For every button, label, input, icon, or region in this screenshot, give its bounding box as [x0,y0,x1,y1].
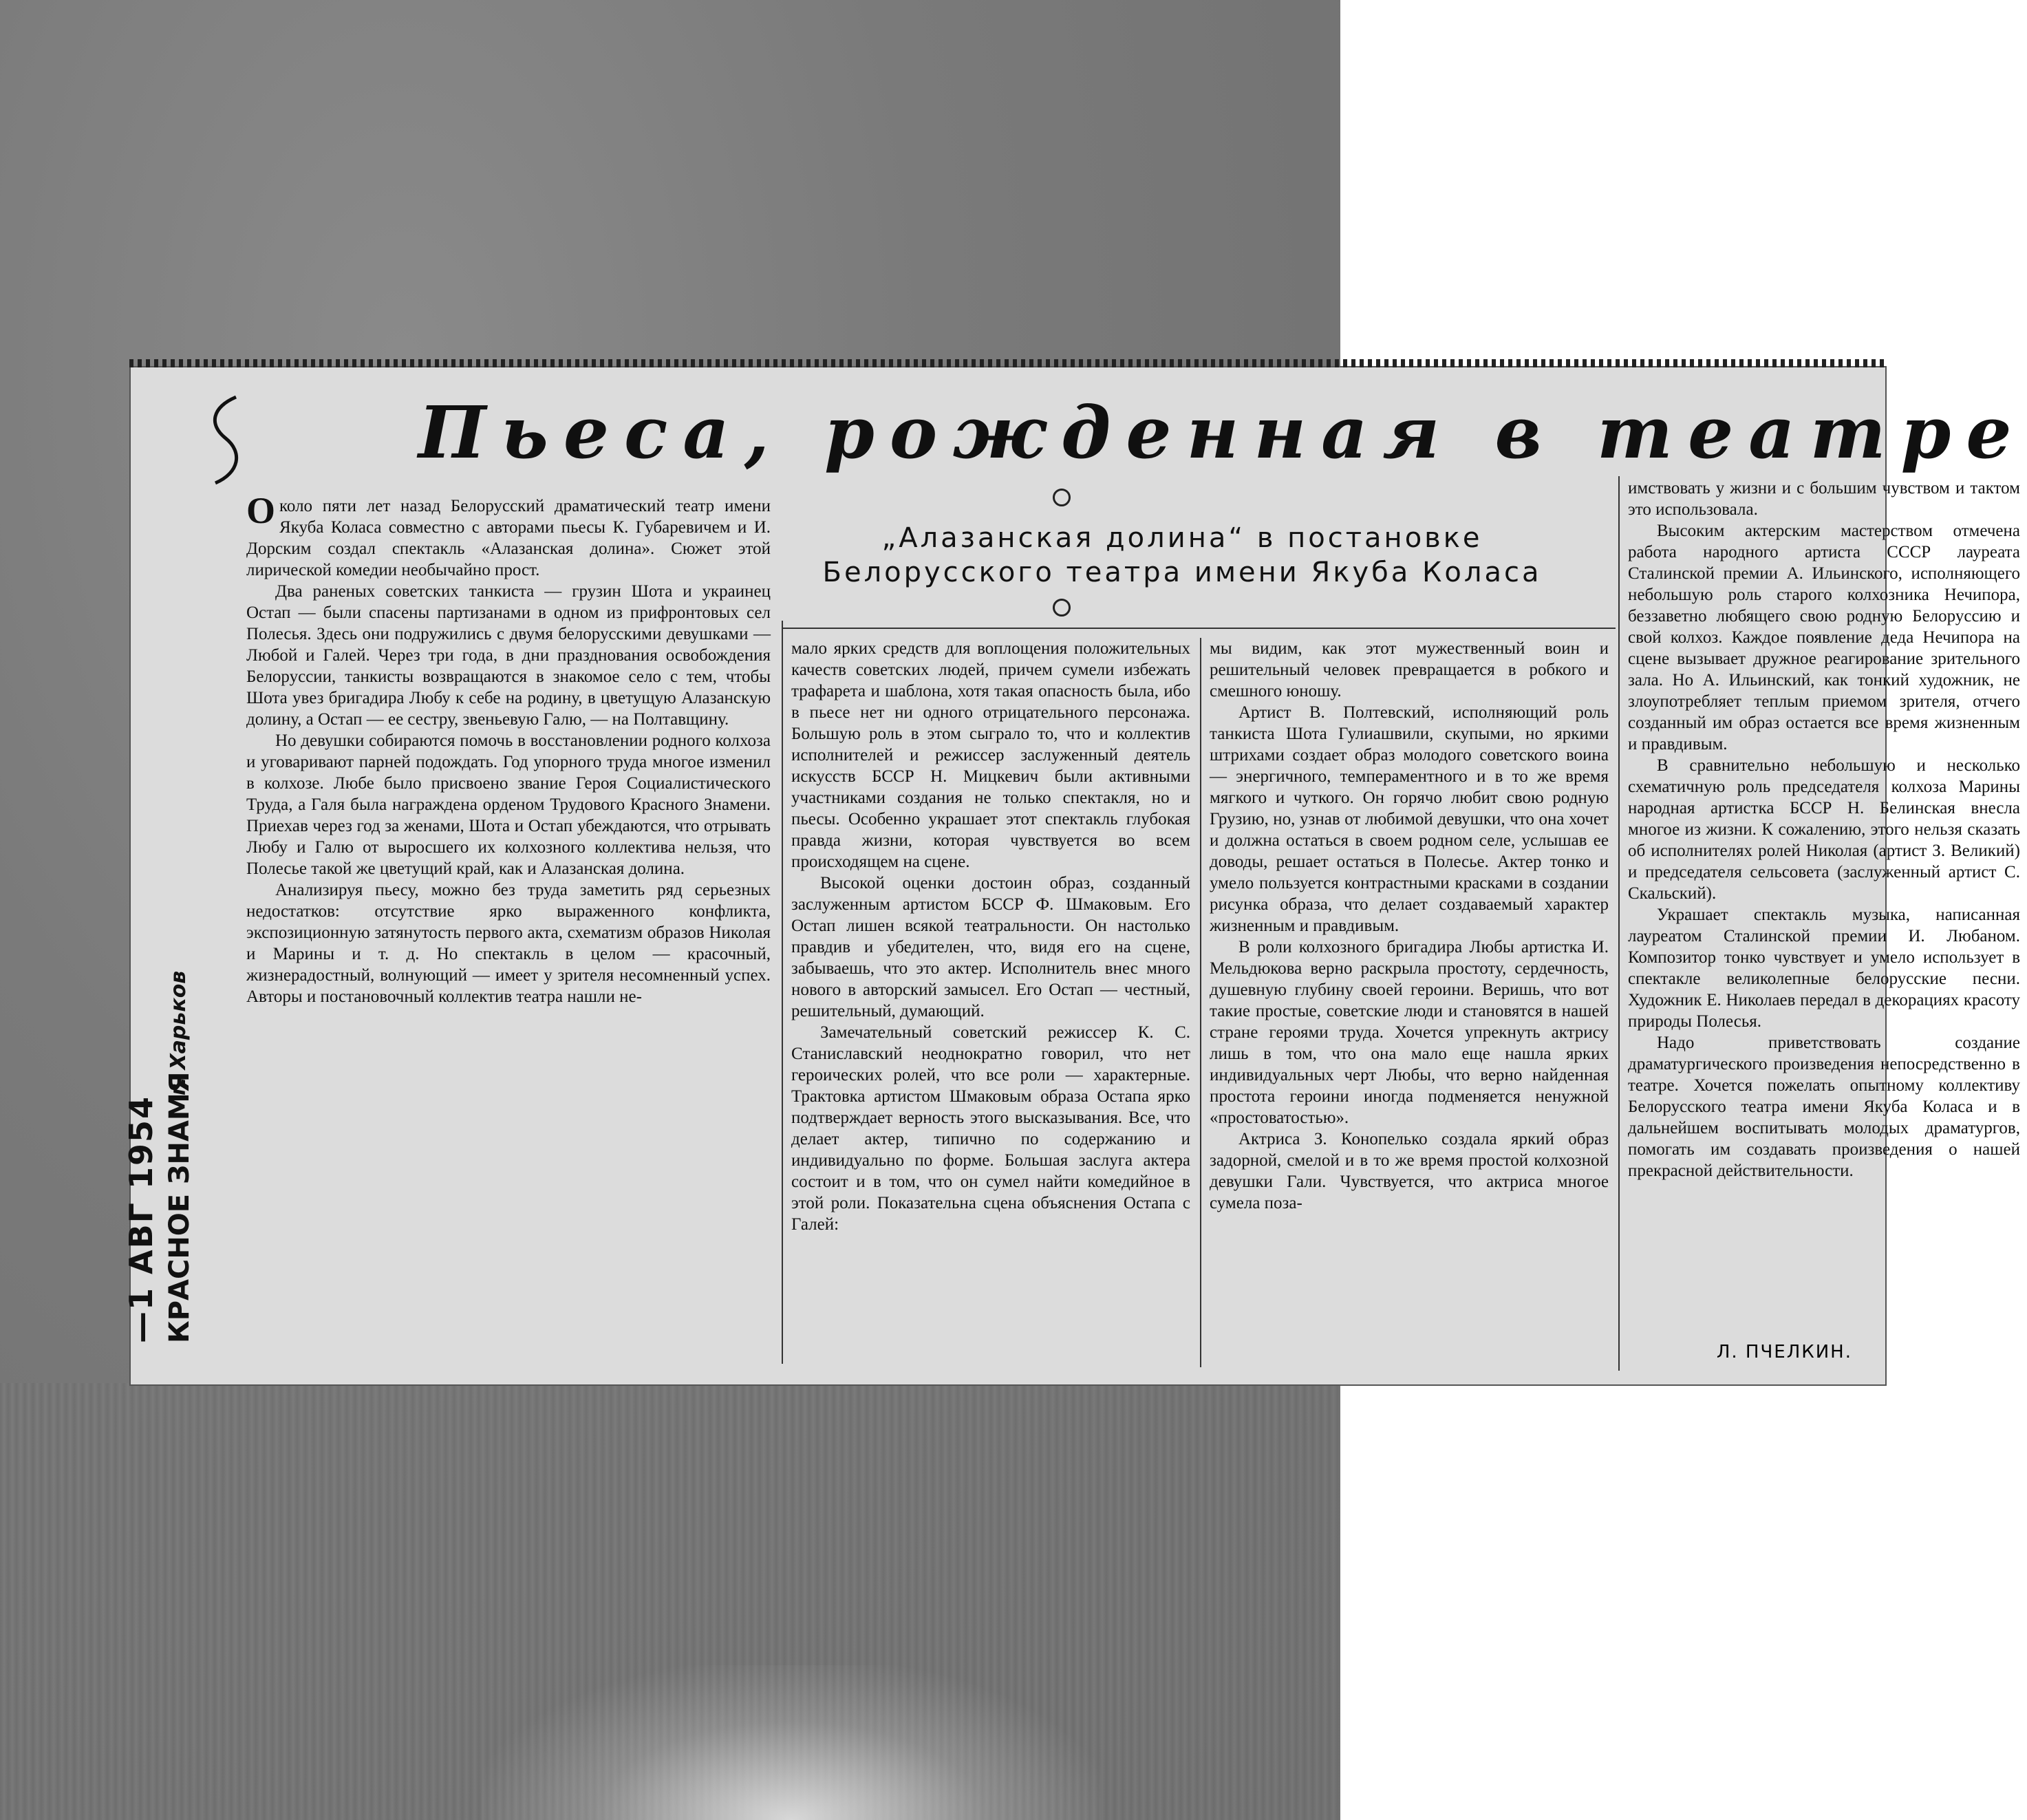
column-2 [791,638,1190,1235]
article-headline: Пьеса, рожденная в театре [418,390,2027,475]
handwritten-mark [205,394,246,490]
scanner-light-glow [482,1665,1101,1820]
paragraph: Высоким актерским мастерством отмечена работа народного артиста СССР лауреата Сталинской премии А. Ильинского, исполняющего небольшую роль старого колхозника Нечипора, беззаветно любящего свою родную Белоруссию и свой колхоз. Каждое появление деда Нечипора на сцене вызывает дружное реагирование зрительного зала. Но А. Ильинский, как тонкий художник, не злоупотребляет теплым приемом зрителя, отчего созданный им образ остается все время жизненным и правдивым. [1628,522,2020,753]
subtitle-line-2: Белорусского театра имени Якуба Коласа [822,557,1542,588]
paragraph: Украшает спектакль музыка, написанная лауреатом Сталинской премии И. Любаном. Композитор тонко чувствует и умело использует в спектакле великолепные белорусские песни. Художник Е. Николаев передал в декорациях красоту природы Полесья. [1628,906,2020,1031]
column-1 [246,490,771,1007]
ornament-circle-bottom [1053,599,1071,617]
stamp-date: —1 АВГ 1954 [122,1095,160,1343]
column-rule [1618,476,1620,1371]
subtitle-rule [783,628,1616,629]
clipping-stamp [122,820,205,1343]
paragraph: имствовать у жизни и с большим чувством и тактом это использовала. [1628,479,2020,519]
subtitle-line-1: „Алазанская долина“ в постановке [881,522,1483,554]
paragraph: Но девушки собираются помочь в восстановлении родного колхоза и уговаривают парней подождать. Год упорного труда многое изменил в колхозе. Любе было присвоено звание Героя Социалистического Труда, а Галя была награждена орденом Трудового Красного Знамени. Приехав через год за женами, Шота и Остап убеждаются, что отрывать Любу и Галю от выросшего их колхозного коллектива нельзя, что Полесье такой же цветущий край, как и Алазанская долина. [246,731,771,878]
paragraph: Артист В. Полтевский, исполняющий роль танкиста Шота Гулиашвили, скупыми, но яркими штрихами создает образ молодого советского воина — энергичного, темпераментного и в то же время мягкого и чуткого. Он горячо любит свою родную Грузию, но, узнав от любимой девушки, что она хочет и должна остаться в своем родном селе, услышав ее доводы, решает остаться в Полесье. Актер тонко и умело пользуется контрастными красками в создании рисунка образа, что делает создаваемый характер жизненным и правдивым. [1210,703,1609,935]
stamp-newspaper: КРАСНОЕ ЗНАМЯ [164,1071,195,1343]
paragraph: мы видим, как этот мужественный воин и решительный человек превращается в робкого и смешного юношу. [1210,639,1609,700]
ornament-circle-top [1053,489,1071,506]
stamp-city: г. Харьков [167,970,191,1095]
paragraph: Надо приветствовать создание драматургического произведения непосредственно в театре. Хочется пожелать опытному коллективу Белорусского театра имени Якуба Коласа и в дальнейшем воспитывать молодых драматургов, помогать им создавать произведения о нашей прекрасной действительности. [1628,1034,2020,1180]
author-signature: Л. ПЧЕЛКИН. [1716,1342,1852,1362]
paragraph: В роли колхозного бригадира Любы артистка И. Мельдюкова верно раскрыла простоту, сердечность, душевную глубину своей героини. Веришь, что вот такие простые, советские люди и становятся в нашей стране героями труда. Хочется упрекнуть актрису лишь в том, что она мало еще нашла ярких индивидуальных черт Любы, что верно найденная простота героини иногда подменяется ненужной «простоватостью». [1210,938,1609,1127]
column-rule [782,621,783,1364]
paragraph: Высокой оценки достоин образ, созданный заслуженным артистом БССР Ф. Шмаковым. Его Остап лишен всякой театральности. Он настолько правдив и убедителен, что, видя его на сцене, забываешь, что это актер. Исполнитель внес много нового в авторский замысел. Его Остап — честный, решительный, думающий. [791,874,1190,1020]
paragraph: Актриса З. Конопелько создала яркий образ задорной, смелой и в то же время простой колхозной девушки Гали. Чувствуется, что актриса многое сумела поза- [1210,1130,1609,1212]
column-3 [1210,638,1609,1214]
article-subtitle [700,521,1664,590]
column-4 [1628,478,2020,1181]
paragraph: Анализируя пьесу, можно без труда заметить ряд серьезных недостатков: отсутствие ярко выраженного конфликта, экспозиционную затянутость первого акта, схематизм образов Николая и Марины и т. д. Но спектакль в целом — красочный, жизнерадостный, волнующий — имеет у зрителя несомненный успех. Авторы и постановочный коллектив театра нашли не- [246,881,771,1006]
newspaper-clipping [122,366,2027,1386]
paragraph: Около пяти лет назад Белорусский драматический театр имени Якуба Коласа совместно с авторами пьесы К. Губаревичем и И. Дорским создал спектакль «Алазанская долина». Сюжет этой лирической комедии необычайно прост. [246,490,771,579]
paragraph: мало ярких средств для воплощения положительных качеств советских людей, причем сумели избежать трафарета и шаблона, хотя такая опасность была, ибо в пьесе нет ни одного отрицательного персонажа. Большую роль в этом сыграло то, что и коллектив исполнителей и режиссер заслуженный деятель искусств БССР Н. Мицкевич были активными участниками создания не только спектакля, но и пьесы. Особенно украшает этот спектакль глубокая правда жизни, которая чувствуется во всем происходящем на сцене. [791,639,1190,871]
column-rule [1200,638,1201,1367]
paragraph: Два раненых советских танкиста — грузин Шота и украинец Остап — были спасены партизанами в одном из прифронтовых сел Полесья. Здесь они подружились с двумя белорусскими девушками — Любой и Галей. Через три года, в дни празднования освобождения Белоруссии, танкисты возвращаются в знакомое село с тем, чтобы Шота увез бригадира Любу к себе на родину, в цветущую Алазанскую долину, а Остап — ее сестру, звеньевую Галю, — на Полтавщину. [246,582,771,729]
torn-edge [129,359,1887,367]
paragraph: Замечательный советский режиссер К. С. Станиславский неоднократно говорил, что нет героических ролей, что все роли — характерные. Трактовка артистом Шмаковым образа Остапа ярко подтверждает верность этого высказывания. Все, что делает актер, типично по содержанию и индивидуально по форме. Большая заслуга актера состоит и в том, что он сумел найти комедийное в этой роли. Показательна сцена объяснения Остапа с Галей: [791,1023,1190,1234]
drop-cap: О [246,490,276,531]
paragraph: В сравнительно небольшую и несколько схематичную роль председателя колхоза Марины народная артистка БССР Н. Белинская внесла многое из жизни. К сожалению, этого нельзя сказать об исполнителях ролей Николая (артист З. Великий) и председателя сельсовета (заслуженный артист С. Скальский). [1628,756,2020,903]
